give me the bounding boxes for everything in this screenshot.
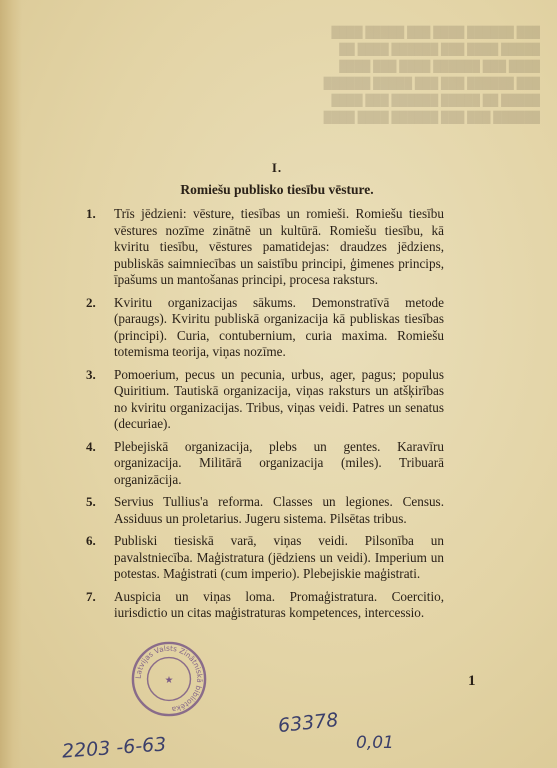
list-item [86,439,444,489]
item-number: 4. [86,438,96,454]
svg-text:Latvijas Valsts Zinātniskā bib: Latvijas Valsts Zinātniskā bibliotēka [133,643,205,715]
item-text: Plebejiskā organizacija, plebs un gentes. Karavīru organizacija. Militārā organizacija (miles). Tribuarā organizācija. [114,438,444,487]
list-item [86,367,444,433]
item-number: 1. [86,206,96,221]
list-item [86,533,444,583]
item-text: Auspicia un viņas loma. Promaģistratura. Coercitio, iurisdictio un citas maģistraturas kompetences, intercessio. [114,588,444,620]
item-number: 2. [86,294,96,310]
show-through-text: ██████ ███ ███ ██████ ████ ████ █████ ██ █████ ██████ ███ ████ ███ ██████ ███ ███ █████ ██████ ████ ███ ██████ ████ ███ ████ █████ ████ ███ ██████ ████ ██ ███ ██████ ████ ███ █████ ████ [323,26,540,123]
item-number: 6. [86,533,96,548]
item-number: 3. [86,366,96,382]
item-number: 5. [86,494,96,509]
list-item [86,494,444,527]
chapter-title: Romiešu publisko tiesību vēsture. [180,182,374,197]
document-content [86,160,444,628]
page-number: 1 [468,673,476,689]
list-item [86,295,444,361]
handwritten-catalog-number: 63378 [277,708,340,738]
item-text: Pomoerium, pecus un pecunia, urbus, ager, pagus; populus Quiritium. Tautiskā organizacija, viņas raksturs un atšķirības no kviritu organizacijas. Tribus, viņas veidi. Patres un senatus (decuriae). [114,366,444,431]
item-text: Trīs jēdzieni: vēsture, tiesības un romieši. Romiešu tiesību vēstures nozīme zinātnē un kultūrā. Romiešu tiesību, kā kviritu tiesību, vēstures pamatidejas: draudzes jēdziens, publiskās saimniecības un saistību principi, ģimenes princips, īpašums un mantošanas principi, procesa raksturs. [114,206,444,287]
item-text: Servius Tullius'a reforma. Classes un legiones. Census. Assiduus un proletarius. Jugeru sistema. Pilsētas tribus. [114,494,444,526]
list-item [86,206,444,289]
handwritten-inventory-number: 2203 -6-63 [61,733,168,763]
svg-text:★: ★ [164,674,174,686]
item-number: 7. [86,588,96,604]
page-binding-edge [0,0,22,768]
chapter-number: I. [271,160,283,175]
item-text: Publiski tiesiskā varā, viņas veidi. Pilsonība un pavalstniecība. Maģistratura (jēdziens un veidi). Imperium un potestas. Maģistrati (cum imperio). Plebejiskie maģistrati. [114,533,444,581]
item-text: Kviritu organizacijas sākums. Demonstratīvā metode (paraugs). Kviritu publiskā organizacija kā publiskas tiesības (principi). Curia, contubernium, curia maxima. Romiešu totemisma teorija, viņas nozīme. [114,294,444,359]
library-stamp [130,640,208,718]
list-item [86,589,444,622]
handwritten-price: 0,01 [356,733,394,753]
